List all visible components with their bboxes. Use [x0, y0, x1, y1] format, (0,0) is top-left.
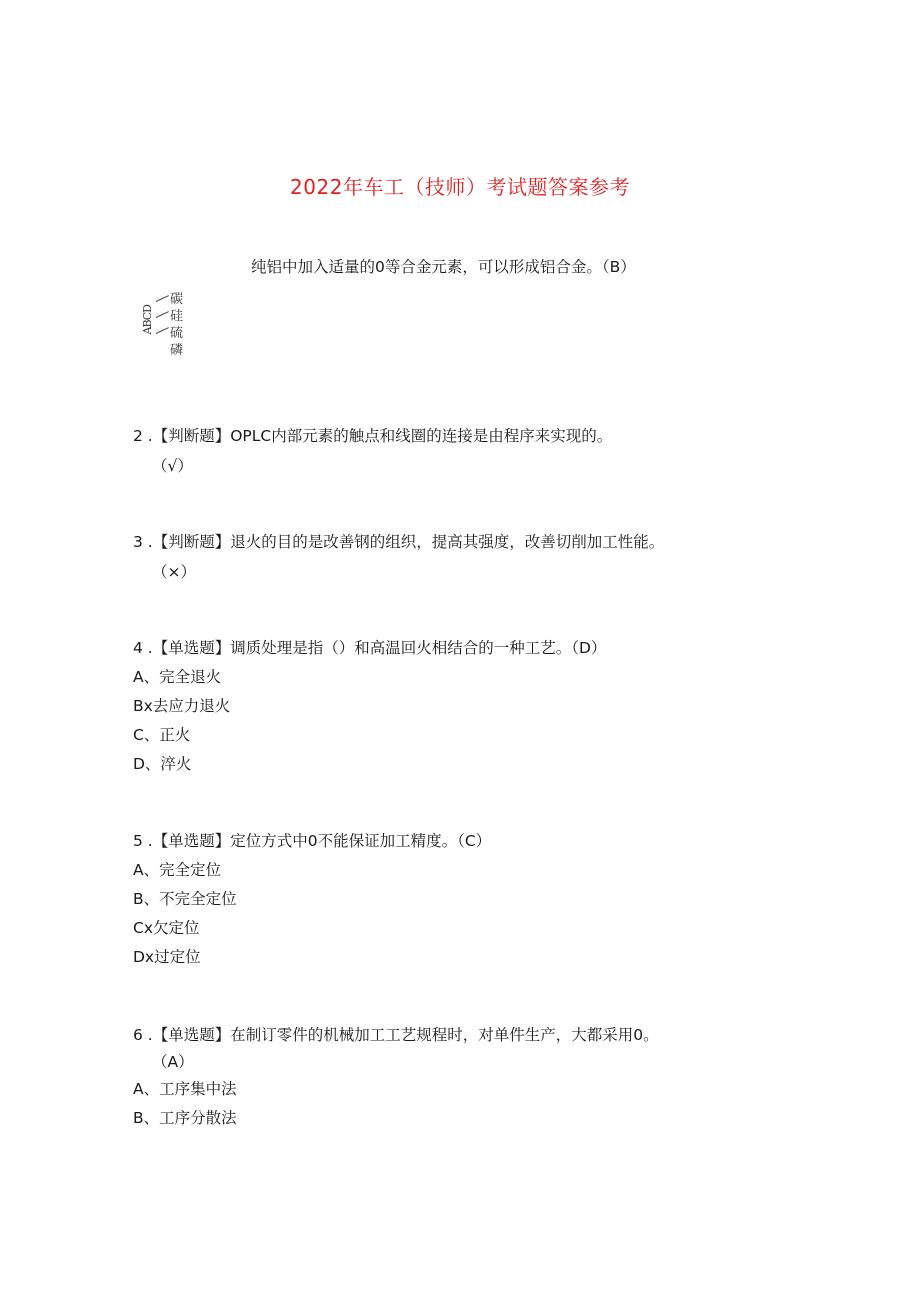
question-4-option: Bx去应力退火: [133, 697, 231, 715]
question-1-option: 磷: [170, 343, 184, 358]
question-1-option: 碳: [170, 292, 184, 307]
question-4-option: C、正火: [133, 726, 191, 744]
question-5-option: Cx欠定位: [133, 919, 200, 937]
question-6-option: A、工序集中法: [133, 1080, 237, 1098]
question-6-text: 6 .【单选题】在制订零件的机械加工工艺规程时，对单件生产，大都采用0。: [133, 1026, 659, 1044]
question-4-option: D、淬火: [133, 755, 192, 773]
question-1-option: 硅: [170, 309, 184, 324]
question-5-option: Dx过定位: [133, 948, 201, 966]
document-title: 2022年车工（技师）考试题答案参考: [290, 175, 630, 199]
question-5-option: B、不完全定位: [133, 890, 237, 908]
question-3-answer: （×）: [152, 563, 196, 581]
question-6-answer: （A）: [152, 1053, 194, 1071]
question-5-option: A、完全定位: [133, 861, 222, 879]
question-2-answer: （√）: [152, 457, 193, 475]
question-4-option: A、完全退火: [133, 668, 222, 686]
question-6-option: B、工序分散法: [133, 1109, 237, 1127]
question-3-text: 3 .【判断题】退火的目的是改善钢的组织，提高其强度，改善切削加工性能。: [133, 533, 665, 551]
question-1-option: 硫: [170, 326, 184, 341]
question-2-text: 2 .【判断题】OPLC内部元素的触点和线圈的连接是由程序来实现的。: [133, 427, 613, 445]
question-4-text: 4 .【单选题】调质处理是指（）和高温回火相结合的一种工艺。（D）: [133, 639, 607, 657]
question-1-text: 纯铝中加入适量的0等合金元素，可以形成铝合金。（B）: [251, 258, 636, 276]
question-1-option-letters: ABCD: [141, 305, 154, 335]
question-5-text: 5 .【单选题】定位方式中0不能保证加工精度。（C）: [133, 832, 492, 850]
